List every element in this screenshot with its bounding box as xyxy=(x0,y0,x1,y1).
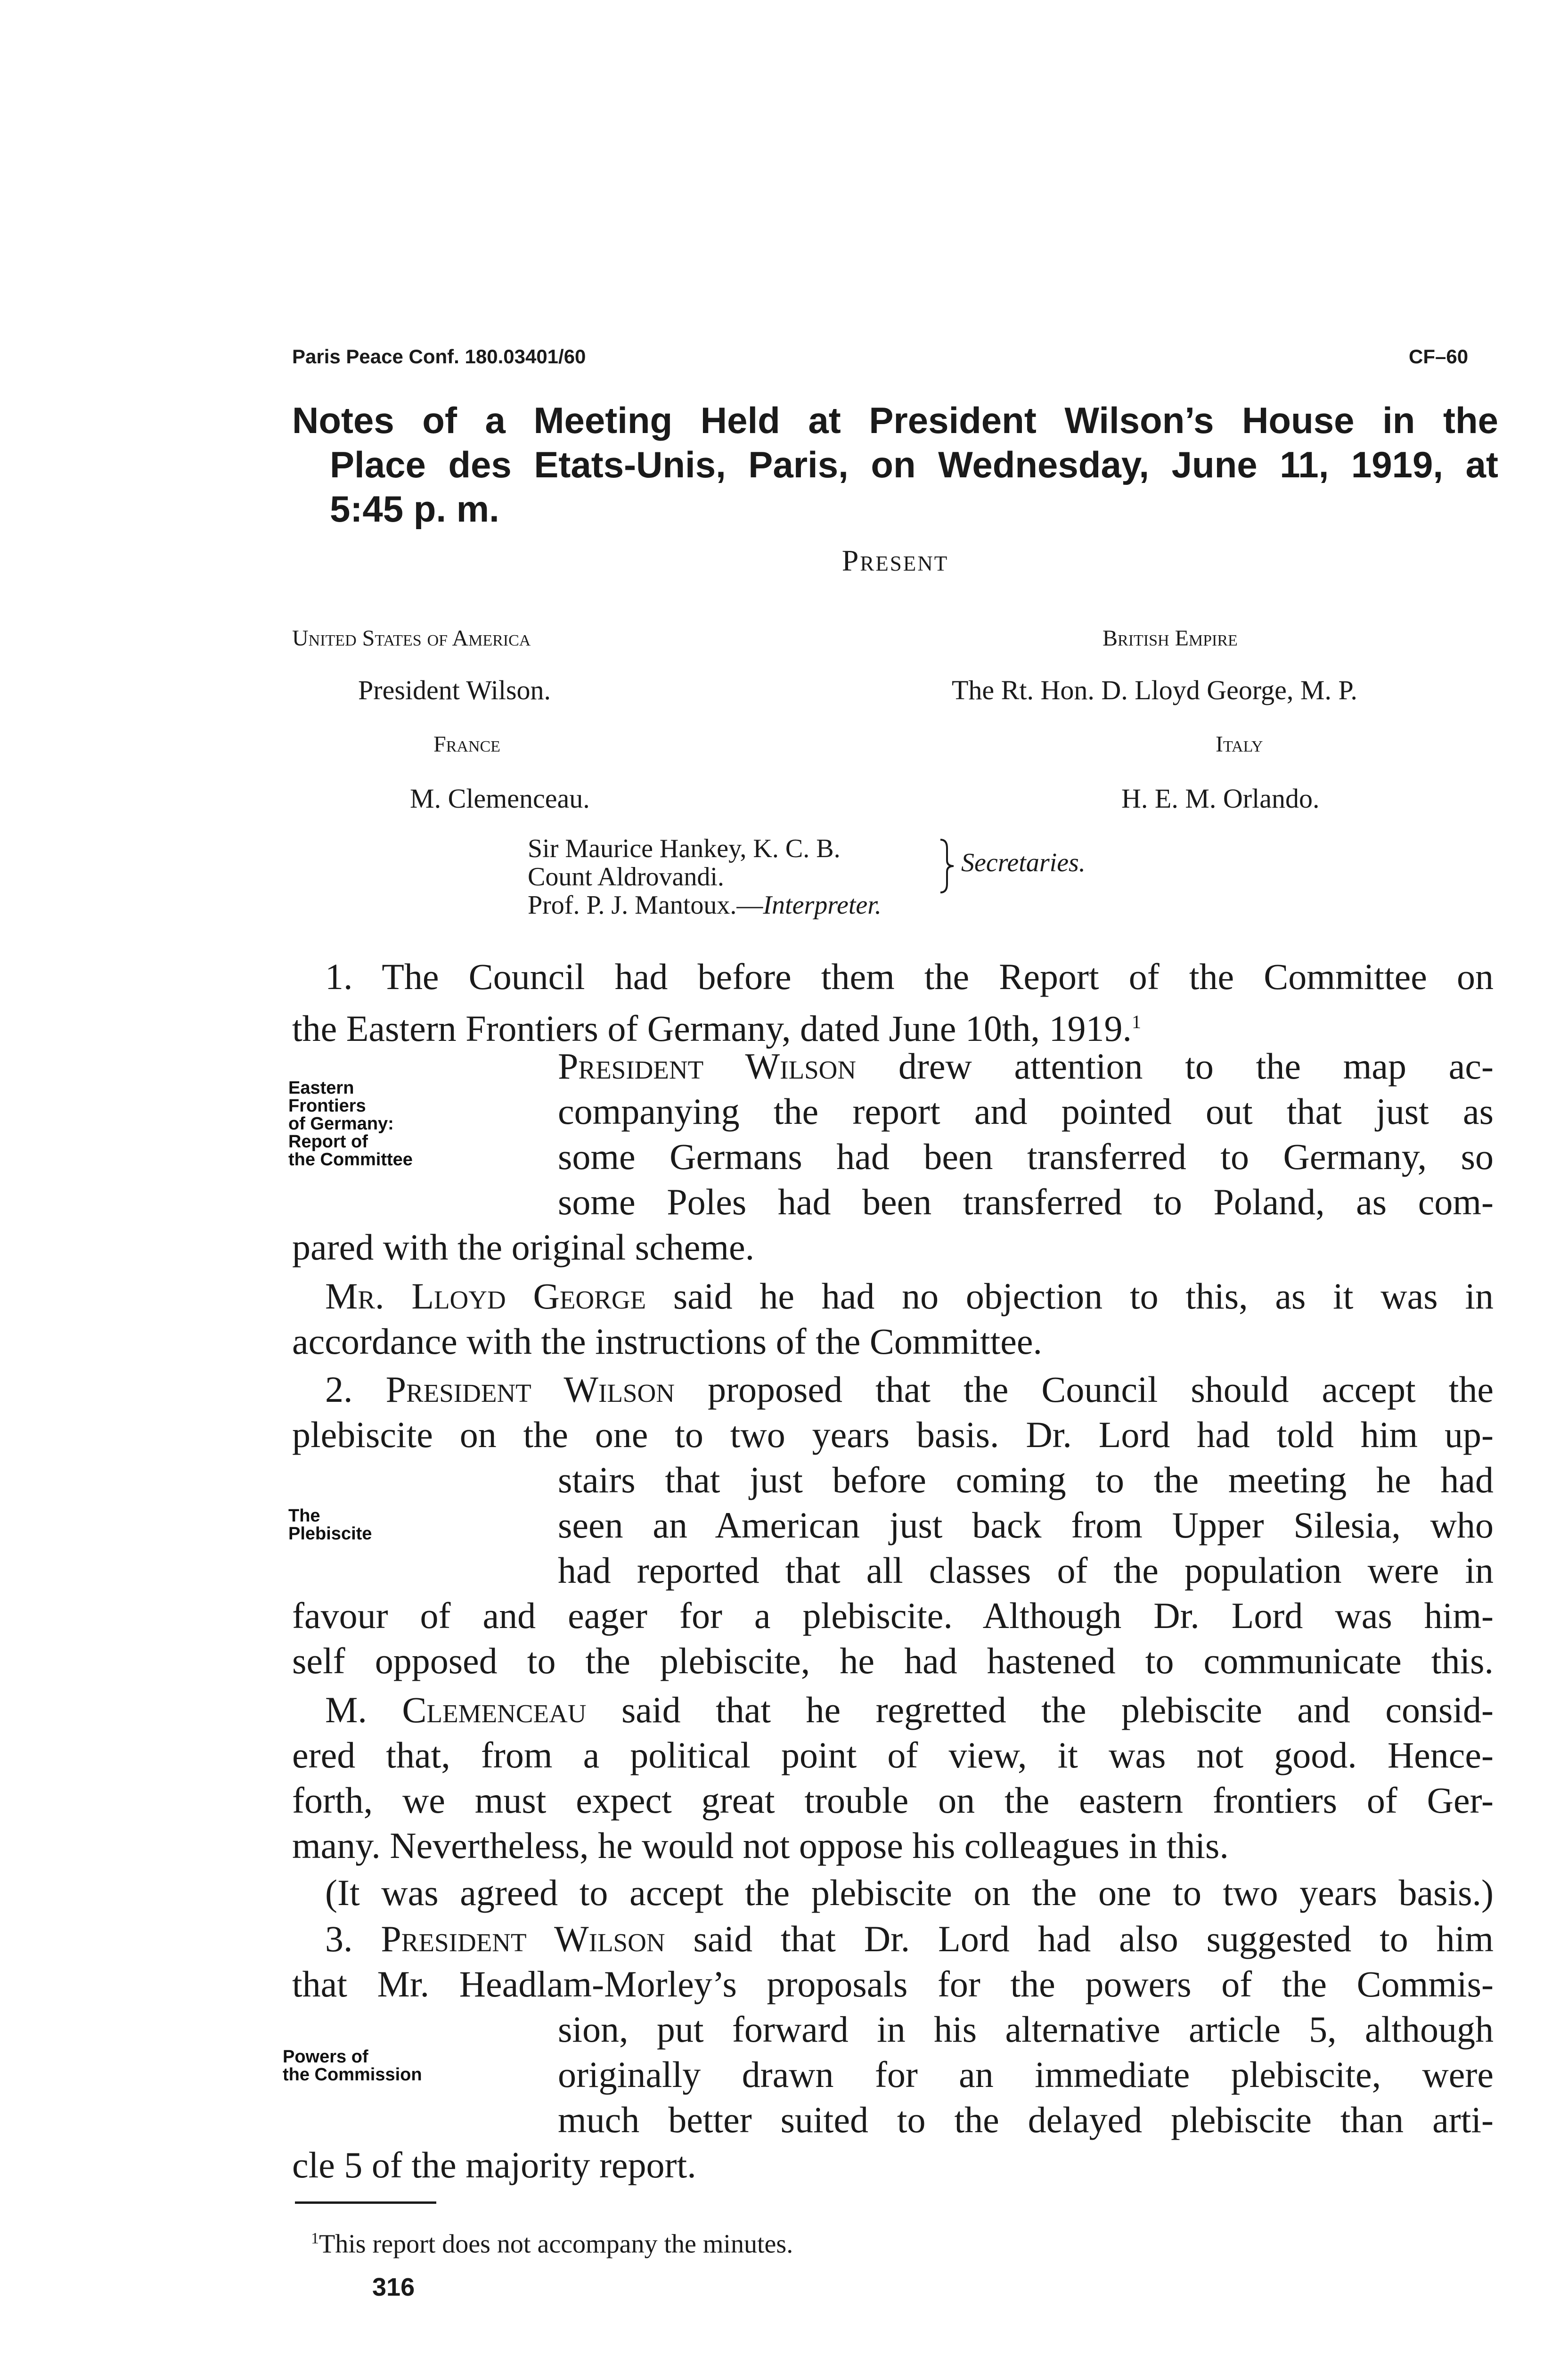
para2-line2: companying the report and pointed out that just as xyxy=(558,1091,1494,1132)
secretary-hankey: Sir Maurice Hankey, K. C. B. xyxy=(528,834,841,863)
para1-line2-text: the Eastern Frontiers of Germany, dated June 10th, 1919. xyxy=(292,1008,1132,1049)
delegation-label-france: France xyxy=(433,732,500,757)
para2-line1-text: drew attention to the map ac- xyxy=(898,1046,1494,1087)
margin-note-line: Plebiscite xyxy=(288,1524,372,1544)
para5-line1-text: said that he regretted the plebiscite and consid- xyxy=(621,1689,1494,1730)
margin-note-plebiscite xyxy=(288,1507,372,1543)
margin-note-line: Powers of xyxy=(283,2047,368,2067)
speaker-wilson: President Wilson xyxy=(385,1369,675,1410)
delegation-label-us: United States of America xyxy=(292,626,531,651)
secretaries-brace xyxy=(938,838,956,894)
para1-line1: 1. The Council had before them the Report of the Committee on xyxy=(325,956,1494,997)
para4-line2: plebiscite on the one to two years basis. Dr. Lord had told him up- xyxy=(292,1414,1494,1455)
interpreter-role: Interpreter. xyxy=(763,891,882,920)
section-number-3: 3. xyxy=(325,1918,353,1959)
margin-note-powers xyxy=(283,2048,422,2084)
speaker-wilson: President Wilson xyxy=(558,1046,857,1087)
file-reference: Paris Peace Conf. 180.03401/60 xyxy=(292,345,586,368)
para5-line3: forth, we must expect great trouble on the eastern frontiers of Ger- xyxy=(292,1780,1494,1821)
para3-line1 xyxy=(325,1275,1494,1317)
present-heading: Present xyxy=(841,544,949,577)
para2-line4: some Poles had been transferred to Poland, as com- xyxy=(558,1181,1494,1222)
footnote-rule xyxy=(295,2201,436,2204)
margin-note-line: Frontiers xyxy=(288,1096,366,1116)
speaker-clemenceau: M. Clemenceau xyxy=(325,1689,587,1730)
delegate-us: President Wilson. xyxy=(358,675,551,705)
para7-line5: much better suited to the delayed plebiscite than arti- xyxy=(558,2099,1494,2140)
margin-note-line: of Germany: xyxy=(288,1114,394,1134)
margin-note-eastern-frontiers xyxy=(288,1079,413,1169)
para2-line5: pared with the original scheme. xyxy=(292,1227,755,1268)
speaker-wilson: President Wilson xyxy=(381,1918,665,1959)
para4-line5: had reported that all classes of the population were in xyxy=(558,1550,1494,1591)
speaker-lloyd-george: Mr. Lloyd George xyxy=(325,1276,646,1317)
para4-line4: seen an American just back from Upper Silesia, who xyxy=(558,1505,1494,1546)
para3-line2: accordance with the instructions of the Committee. xyxy=(292,1321,1043,1362)
title-line-2: Place des Etats-Unis, Paris, on Wednesday, June 11, 1919, at xyxy=(330,444,1498,485)
interpreter-name: Prof. P. J. Mantoux.— xyxy=(528,891,763,920)
para4-line1 xyxy=(325,1368,1494,1411)
para5-line2: ered that, from a political point of view, it was not good. Hence- xyxy=(292,1734,1494,1775)
para1-line2 xyxy=(292,1001,1141,1050)
delegate-france: M. Clemenceau. xyxy=(410,783,590,814)
para7-line3: sion, put forward in his alternative article 5, although xyxy=(558,2009,1494,2050)
footnote xyxy=(311,2223,793,2260)
title-line-3: 5:45 p. m. xyxy=(330,488,499,530)
margin-note-line: the Commission xyxy=(283,2065,422,2085)
delegation-label-italy: Italy xyxy=(1216,732,1263,757)
para5-line1 xyxy=(325,1689,1494,1731)
para3-line1-text: said he had no objection to this, as it was in xyxy=(673,1276,1494,1317)
para4-line7: self opposed to the plebiscite, he had hastened to communicate this. xyxy=(292,1640,1494,1681)
secretary-aldrovandi: Count Aldrovandi. xyxy=(528,862,724,892)
footnote-mark: 1 xyxy=(311,2230,319,2247)
para7-line2: that Mr. Headlam-Morley’s proposals for the powers of the Commis- xyxy=(292,1963,1494,2004)
para7-line6: cle 5 of the majority report. xyxy=(292,2144,696,2185)
delegate-italy: H. E. M. Orlando. xyxy=(1121,783,1320,814)
section-number-2: 2. xyxy=(325,1369,353,1410)
para7-line1-text: said that Dr. Lord had also suggested to him xyxy=(693,1918,1494,1959)
margin-note-line: The xyxy=(288,1506,320,1526)
para2-line1 xyxy=(558,1045,1494,1088)
page-number: 316 xyxy=(372,2273,415,2301)
para5-line4: many. Nevertheless, he would not oppose his colleagues in this. xyxy=(292,1825,1229,1866)
para4-line1-text: proposed that the Council should accept the xyxy=(708,1369,1494,1410)
para4-line3: stairs that just before coming to the meeting he had xyxy=(558,1459,1494,1500)
para7-line1 xyxy=(325,1918,1494,1960)
delegate-uk: The Rt. Hon. D. Lloyd George, M. P. xyxy=(952,675,1357,705)
title-line-1: Notes of a Meeting Held at President Wilson’s House in the xyxy=(292,400,1498,441)
footnote-text: This report does not accompany the minutes. xyxy=(319,2229,793,2259)
delegation-label-uk: British Empire xyxy=(1102,626,1238,651)
interpreter-line xyxy=(528,891,882,920)
margin-note-line: the Committee xyxy=(288,1150,413,1170)
secretaries-label: Secretaries. xyxy=(961,848,1086,877)
margin-note-line: Eastern xyxy=(288,1078,354,1098)
footnote-ref: 1 xyxy=(1132,1011,1142,1032)
para2-line3: some Germans had been transferred to Germany, so xyxy=(558,1136,1494,1177)
para6-agreement: (It was agreed to accept the plebiscite on the one to two years basis.) xyxy=(325,1872,1494,1913)
margin-note-line: Report of xyxy=(288,1132,368,1152)
para4-line6: favour of and eager for a plebiscite. Although Dr. Lord was him- xyxy=(292,1595,1494,1636)
document-code: CF–60 xyxy=(1409,345,1469,368)
para7-line4: originally drawn for an immediate plebiscite, were xyxy=(558,2054,1494,2095)
